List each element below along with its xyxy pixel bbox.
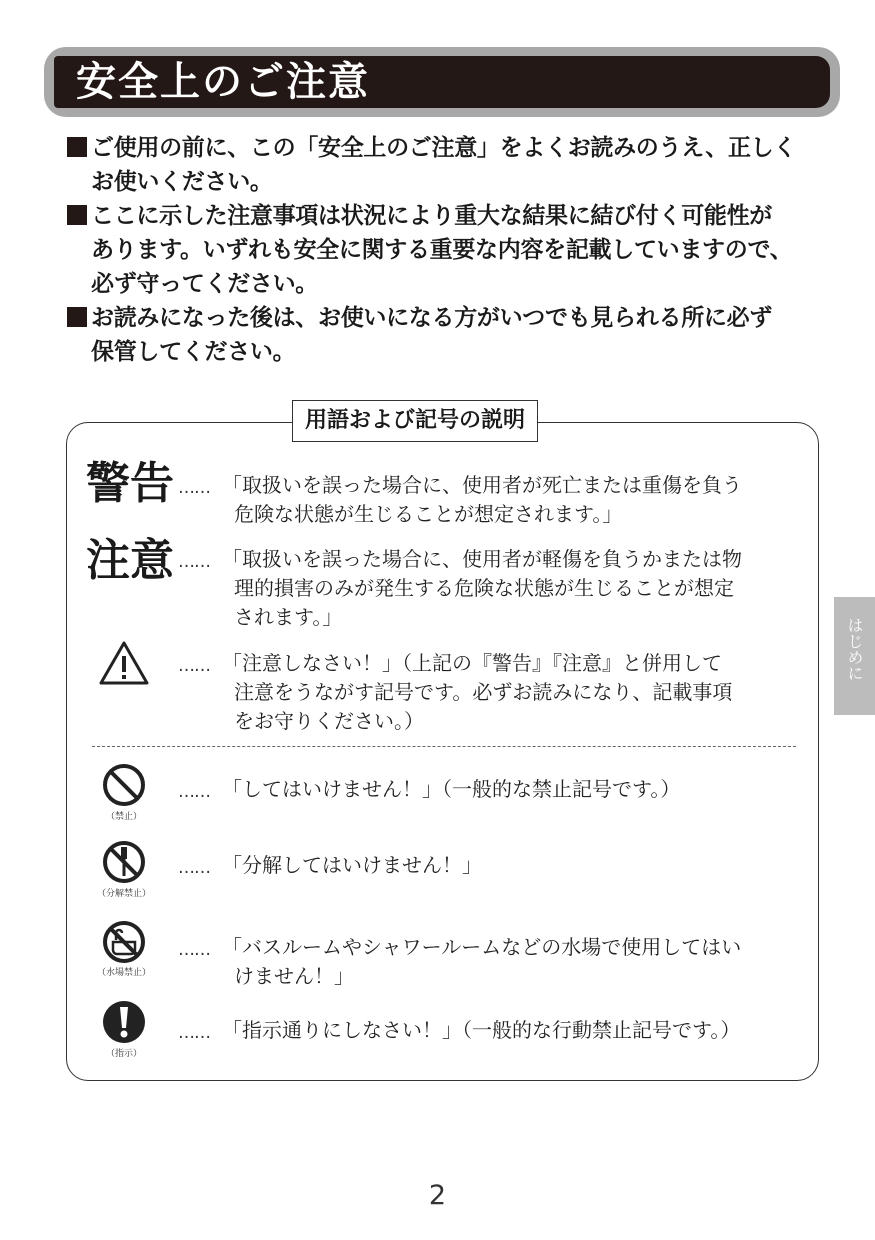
intro-notes <box>67 131 827 369</box>
terms-heading: 用語および記号の説明 <box>292 400 538 442</box>
note-item: ここに示した注意事項は状況により重大な結果に結び付く可能性が あります。いずれも安全に関する重要な内容を記載していますので、 必ず守ってください。 <box>67 199 827 301</box>
warning-description: 「取扱いを誤った場合に、使用者が死亡または重傷を負う 危険な状態が生じることが想定されます。」 <box>222 473 742 526</box>
leader-dots: …… <box>178 552 210 572</box>
side-tab-label: はじめに <box>845 617 864 681</box>
no-disassembly-icon <box>100 838 148 886</box>
instruction-description: 「指示通りにしなさい！」（一般的な行動禁止記号です。） <box>222 1018 741 1042</box>
note-item: ご使用の前に、この「安全上のご注意」をよくお読みのうえ、正しく お使いください。 <box>67 131 827 199</box>
leader-dots: …… <box>178 656 210 676</box>
instruction-icon <box>100 998 148 1046</box>
warning-triangle-icon <box>98 640 150 686</box>
note-item: お読みになった後は、お使いになる方がいつでも見られる所に必ず 保管してください。 <box>67 301 827 369</box>
warning-term: 警告 <box>86 458 174 509</box>
side-tab <box>834 597 875 715</box>
prohibition-icon <box>100 761 148 809</box>
page-title: 安全上のご注意 <box>76 59 370 105</box>
leader-dots: …… <box>178 782 210 802</box>
symbol-caption: （水場禁止） <box>96 968 151 978</box>
caution-term: 注意 <box>86 535 174 586</box>
title-inner <box>54 56 830 108</box>
leader-dots: …… <box>178 478 210 498</box>
symbol-caption: （指示） <box>105 1049 142 1059</box>
symbol-caption: （禁止） <box>105 812 142 822</box>
no-disassembly-description: 「分解してはいけません！」 <box>222 853 482 877</box>
leader-dots: …… <box>178 858 210 878</box>
caution-description: 「取扱いを誤った場合に、使用者が軽傷を負うかまたは物 理的損害のみが発生する危険な状態が生じることが想定 されます。」 <box>222 547 742 629</box>
no-water-area-icon <box>100 918 148 966</box>
square-bullet-icon <box>67 205 87 225</box>
square-bullet-icon <box>67 307 87 327</box>
symbol-caption: （分解禁止） <box>96 889 151 899</box>
title-bar <box>44 47 840 117</box>
square-bullet-icon <box>67 137 87 157</box>
no-water-area-description: 「バスルームやシャワールームなどの水場で使用してはい けません！」 <box>222 935 742 988</box>
attention-description: 「注意しなさい！」（上記の『警告』『注意』と併用して 注意をうながす記号です。必ずお読みになり、記載事項 をお守りください。） <box>222 651 733 733</box>
leader-dots: …… <box>178 940 210 960</box>
leader-dots: …… <box>178 1023 210 1043</box>
prohibition-description: 「してはいけません！」（一般的な禁止記号です。） <box>222 777 681 801</box>
dashed-divider <box>92 746 796 747</box>
page-number: 2 <box>428 1180 447 1211</box>
